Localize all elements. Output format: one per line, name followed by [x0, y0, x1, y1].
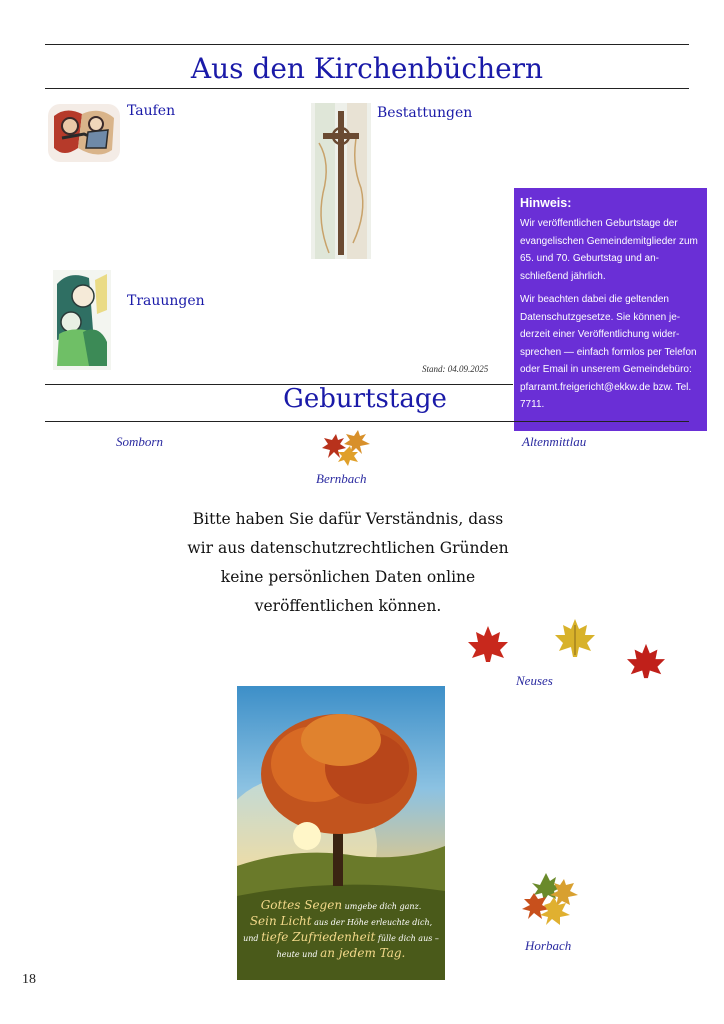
- page-number: 18: [22, 972, 36, 987]
- page-title: Aus den Kirchenbüchern: [190, 52, 544, 85]
- poster-text: an jedem Tag.: [320, 946, 406, 960]
- message-line: keine persönlichen Daten online: [220, 568, 476, 586]
- notice-paragraph-1: Wir veröffentlichen Geburtstage der evangelischen Gemeindemitglieder zum 65. und 70. Geburtstag und anschließend jährlich.: [520, 218, 698, 282]
- top-rule: [45, 44, 689, 45]
- category-bestattungen: Bestattungen: [377, 105, 473, 121]
- message-line: veröffentlichen können.: [254, 597, 442, 615]
- place-horbach: Horbach: [525, 938, 572, 953]
- poster-text: und: [243, 934, 262, 943]
- place-bernbach: Bernbach: [316, 471, 367, 486]
- privacy-notice-box: [514, 188, 707, 431]
- poster-text: heute und: [276, 950, 321, 959]
- message-line: Bitte haben Sie dafür Verständnis, dass: [192, 510, 504, 528]
- place-somborn: Somborn: [116, 434, 163, 449]
- funeral-cross-image: [311, 103, 371, 259]
- privacy-message: [160, 505, 536, 621]
- birthdays-underline-rule: [45, 421, 689, 422]
- category-trauungen: Trauungen: [127, 293, 205, 309]
- message-line: wir aus datenschutzrechtlichen Gründen: [187, 539, 509, 557]
- poster-text: umgebe dich ganz.: [342, 902, 422, 911]
- poster-text: tiefe Zufriedenheit: [261, 930, 376, 944]
- autumn-leaves-icon: [522, 873, 580, 927]
- maple-leaf-icon: [553, 617, 597, 661]
- poster-text: Gottes Segen: [260, 898, 343, 912]
- poster-verse: [237, 898, 445, 962]
- baptism-image: [48, 104, 120, 162]
- wedding-image: [53, 270, 111, 370]
- maple-leaf-icon: [625, 642, 667, 680]
- birthdays-title: Geburtstage: [283, 384, 447, 414]
- status-date: Stand: 04.09.2025: [422, 364, 489, 374]
- blessing-poster: [237, 686, 445, 980]
- category-taufen: Taufen: [127, 103, 176, 119]
- poster-text: Sein Licht: [249, 914, 312, 928]
- maple-leaf-icon: [466, 624, 510, 664]
- poster-text: aus der Höhe erleuchte dich,: [311, 918, 433, 927]
- place-neuses: Neuses: [516, 673, 553, 688]
- poster-text: fülle dich aus –: [375, 934, 439, 943]
- autumn-leaves-icon: [320, 430, 372, 468]
- place-altenmittlau: Altenmittlau: [522, 434, 587, 449]
- notice-paragraph-2: Wir beachten dabei die geltenden Datenschutzgesetze. Sie können jederzeit einer Veröffentlichung widersprechen — einfach formlos per Telefon oder Email in unserem Gemeindebüro: pfarramt.freigericht@ekkw.de bzw. Tel. 7711.: [520, 294, 697, 410]
- notice-heading: Hinweis:: [520, 196, 572, 210]
- title-underline-rule: [45, 88, 689, 89]
